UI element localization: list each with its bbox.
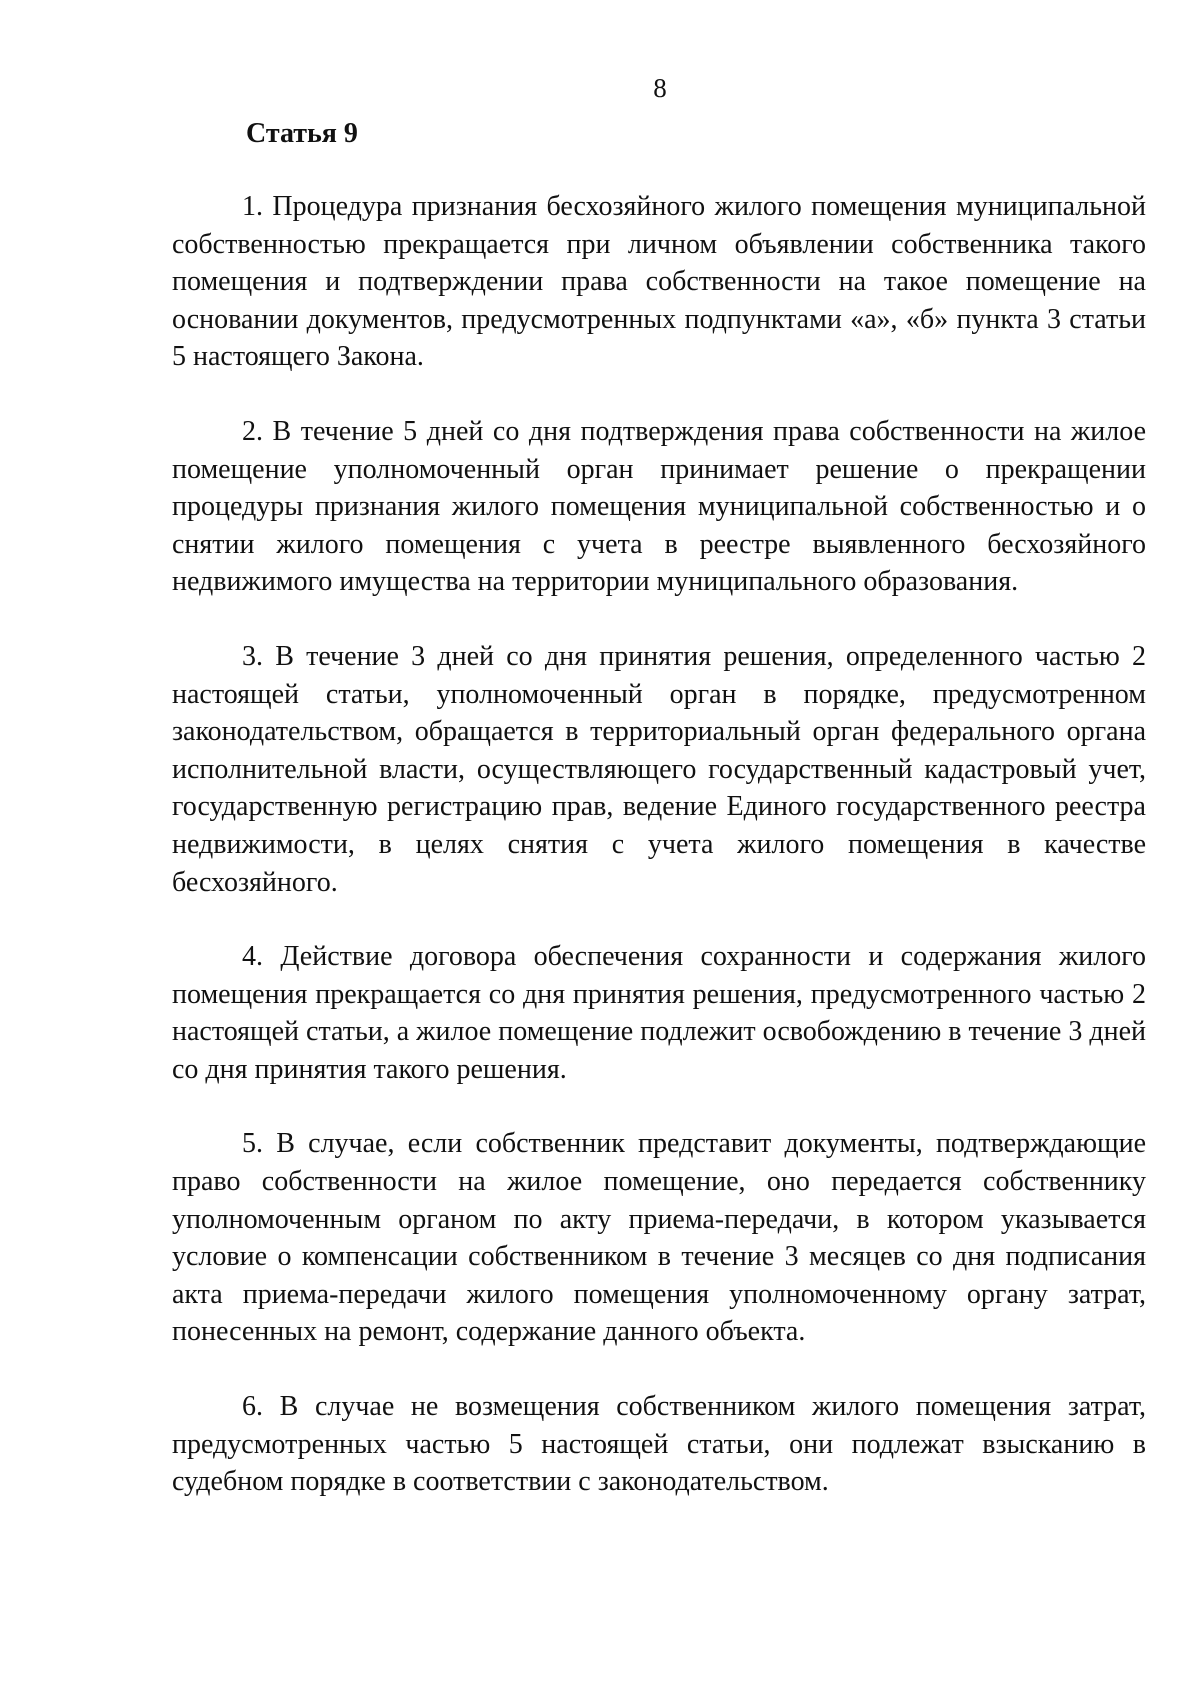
article-heading: Статья 9: [246, 118, 358, 149]
paragraph-1: 1. Процедура признания бесхозяйного жилого помещения муниципальной собственностью прекращается при личном объявлении собственника такого помещения и подтверждении права собственности на такое помещение на основании документов, предусмотренных подпунктами «а», «б» пункта 3 статьи 5 настоящего Закона.: [172, 191, 1146, 373]
paragraph-5: 5. В случае, если собственник представит документы, подтверждающие право собственности на жилое помещение, оно передается собственнику уполномоченным органом по акту приема-передачи, в котором указывается условие о компенсации собственником в течение 3 месяцев со дня подписания акта приема-передачи жилого помещения уполномоченному органу затрат, понесенных на ремонт, содержание данного объекта.: [172, 1128, 1146, 1348]
page-number: 8: [653, 73, 667, 103]
paragraph-6: 6. В случае не возмещения собственником жилого помещения затрат, предусмотренных частью 5 настоящей статьи, они подлежат взысканию в судебном порядке в соответствии с законодательством.: [172, 1391, 1146, 1498]
paragraph-2: 2. В течение 5 дней со дня подтверждения права собственности на жилое помещение уполномоченный орган принимает решение о прекращении процедуры признания жилого помещения муниципальной собственностью и о снятии жилого помещения с учета в реестре выявленного бесхозяйного недвижимого имущества на территории муниципального образования.: [172, 415, 1146, 598]
article-body: [172, 188, 1146, 1538]
paragraph-4: 4. Действие договора обеспечения сохранности и содержания жилого помещения прекращается со дня принятия решения, предусмотренного частью 2 настоящей статьи, а жилое помещение подлежит освобождению в течение 3 дней со дня принятия такого решения.: [172, 941, 1146, 1085]
paragraph-3: 3. В течение 3 дней со дня принятия решения, определенного частью 2 настоящей статьи, уполномоченный орган в порядке, предусмотренном законодательством, обращается в территориальный орган федерального органа исполнительной власти, осуществляющего государственный кадастровый учет, государственную регистрацию прав, ведение Единого государственного реестра недвижимости, в целях снятия с учета жилого помещения в качестве бесхозяйного.: [172, 640, 1146, 898]
